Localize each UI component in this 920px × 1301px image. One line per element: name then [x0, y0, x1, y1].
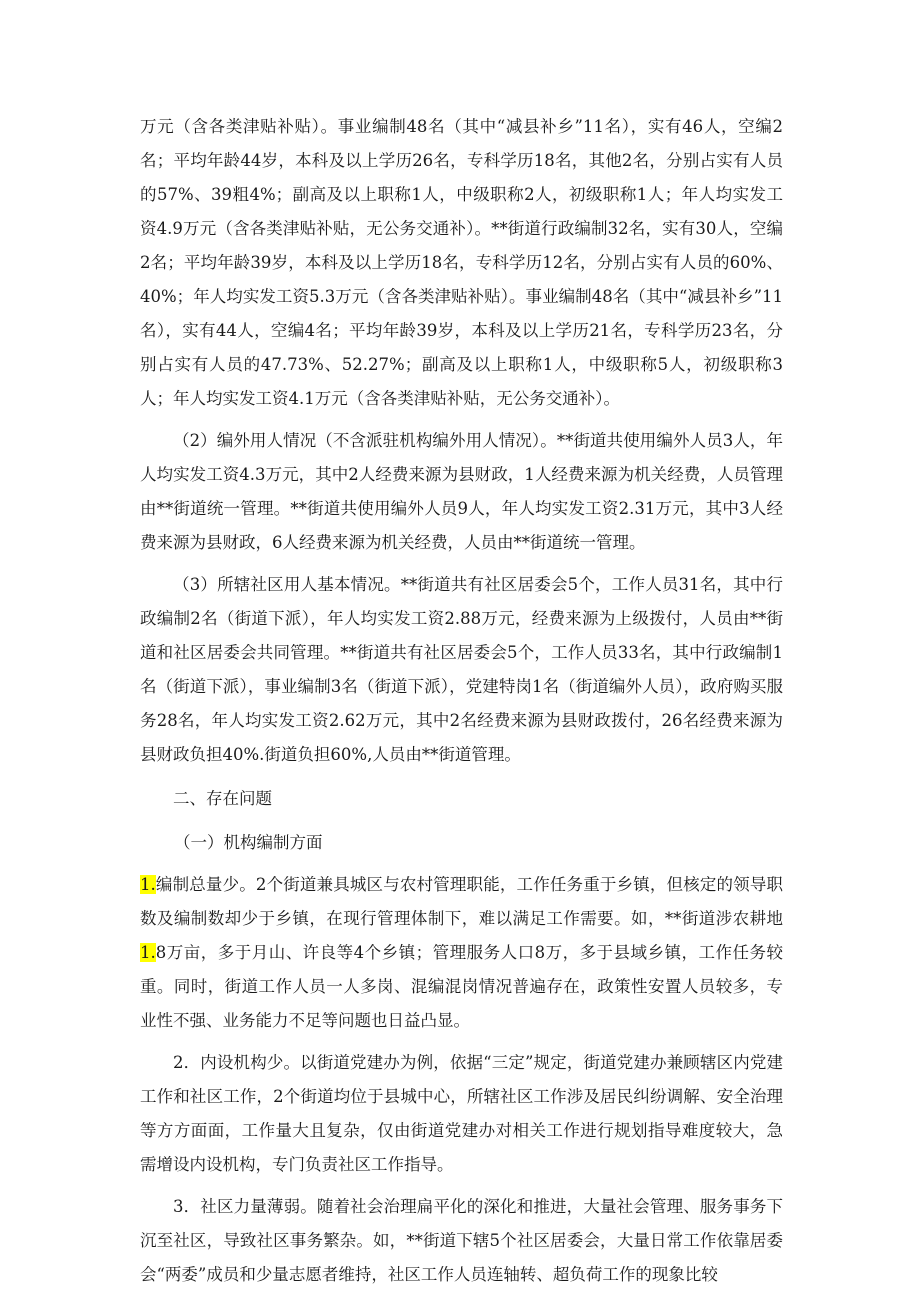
paragraph-problem-2: 2．内设机构少。以街道党建办为例，依据“三定”规定，街道党建办兼顾辖区内党建工作和社区工作，2个街道均位于县城中心，所辖社区工作涉及居民纠纷调解、安全治理等方方面面，工作量大且复杂，仅由街道党建办对相关工作进行规划指导难度较大，急需增设内设机构，专门负责社区工作指导。 [140, 1053, 783, 1174]
paragraph-problem-1-text-a: 编制总量少。2个街道兼具城区与农村管理职能，工作任务重于乡镇，但核定的领导职数及编制数却少于乡镇，在现行管理体制下，难以满足工作需要。如，**街道涉农耕地 [140, 875, 783, 928]
document-page [140, 110, 783, 1292]
paragraph-staffing-details: 万元（含各类津贴补贴）。事业编制48名（其中“减县补乡”11名），实有46人，空编2名；平均年龄44岁，本科及以上学历26名，专科学历18名，其他2名，分别占实有人员的57%、39粗4%；副高及以上职称1人，中级职称2人，初级职称1人；年人均实发工资4.9万元（含各类津贴补贴，无公务交通补）。**街道行政编制32名，实有30人，空编2名；平均年龄39岁，本科及以上学历18名，专科学历12名，分别占实有人员的60%、40%；年人均实发工资5.3万元（含各类津贴补贴）。事业编制48名（其中“减县补乡”11名），实有44人，空编4名；平均年龄39岁，本科及以上学历21名，专科学历23名，分别占实有人员的47.73%、52.27%；副高及以上职称1人，中级职称5人，初级职称3人；年人均实发工资4.1万元（含各类津贴补贴，无公务交通补）。 [140, 117, 783, 408]
highlighted-number: 1. [140, 943, 156, 962]
section-heading-problems: 二、存在问题 [173, 789, 272, 808]
paragraph-problem-3: 3．社区力量薄弱。随着社会治理扁平化的深化和推进，大量社会管理、服务事务下沉至社区，导致社区事务繁杂。如，**街道下辖5个社区居委会，大量日常工作依靠居委会“两委”成员和少量志愿者维持，社区工作人员连轴转、超负荷工作的现象比较 [140, 1197, 783, 1284]
highlighted-number: 1. [140, 875, 156, 894]
paragraph-community-staff: （3）所辖社区用人基本情况。**街道共有社区居委会5个，工作人员31名，其中行政编制2名（街道下派），年人均实发工资2.88万元，经费来源为上级拨付，人员由**街道和社区居委会共同管理。**街道共有社区居委会5个，工作人员33名，其中行政编制1名（街道下派），事业编制3名（街道下派），党建特岗1名（街道编外人员），政府购买服务28名，年人均实发工资2.62万元，其中2名经费来源为县财政拨付，26名经费来源为县财政负担40%.街道负担60%,人员由**街道管理。 [140, 575, 783, 764]
paragraph-problem-1-text-b: 8万亩，多于月山、许良等4个乡镇；管理服务人口8万，多于县域乡镇，工作任务较重。同时，街道工作人员一人多岗、混编混岗情况普遍存在，政策性安置人员较多，专业性不强、业务能力不足等问题也日益凸显。 [140, 943, 783, 1030]
subsection-heading-organization: （一）机构编制方面 [174, 833, 323, 852]
paragraph-problem-1 [140, 868, 783, 1038]
paragraph-external-staff: （2）编外用人情况（不含派驻机构编外用人情况）。**街道共使用编外人员3人，年人均实发工资4.3万元，其中2人经费来源为县财政，1人经费来源为机关经费，人员管理由**街道统一管理。**街道共使用编外人员9人，年人均实发工资2.31万元，其中3人经费来源为县财政，6人经费来源为机关经费，人员由**街道统一管理。 [140, 431, 783, 552]
